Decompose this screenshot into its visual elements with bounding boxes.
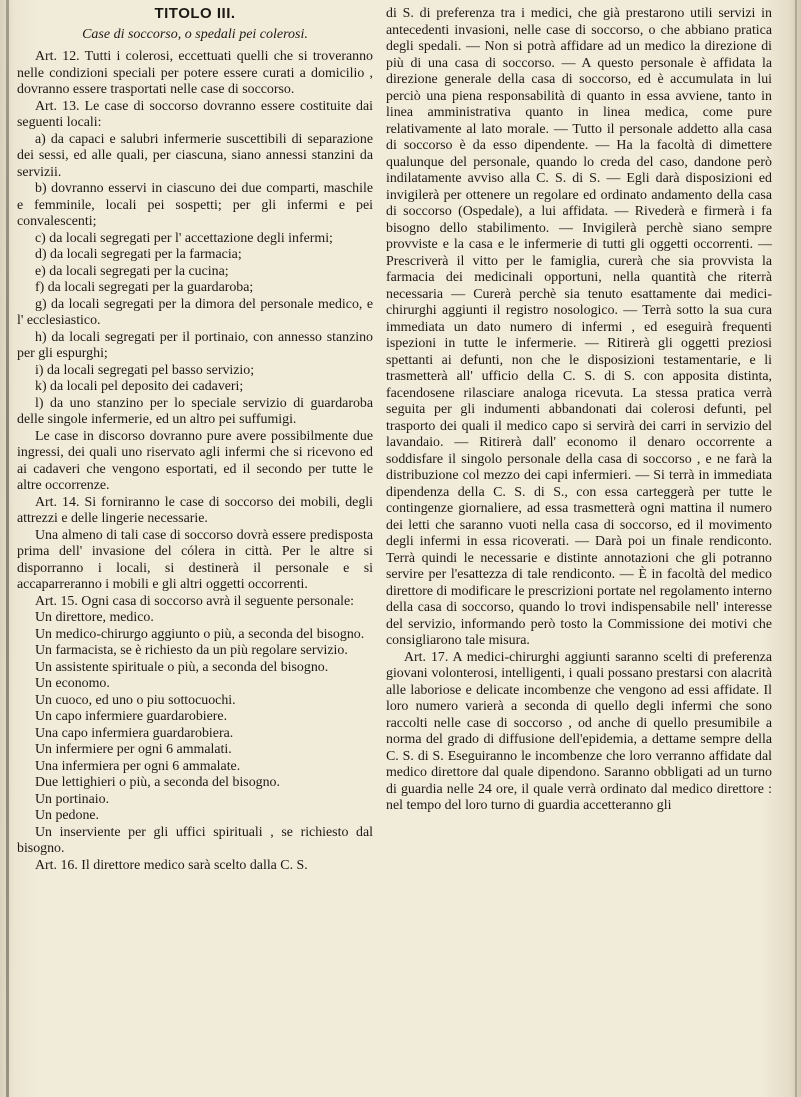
list-item-l: l) da uno stanzino per lo speciale servizio di guardaroba delle singole infermerie, ed un altro pei suffumigi. [17,395,373,427]
staff-line: Un farmacista, se è richiesto da un più regolare servizio. [35,643,348,658]
list-item-b: b) dovranno esservi in ciascuno dei due comparti, maschile e femminile, locali pei sospetti; per gli infermi e pei convalescenti; [17,181,373,229]
staff-line: Due lettighieri o più, a seconda del bisogno. [35,775,280,790]
article-12: Art. 12. Tutti i colerosi, eccettuati quelli che si troveranno nelle condizioni speciali per potere essere curati a domicilio , dovranno essere trasportati nelle case di soccorso. [17,49,373,97]
list-item-k: k) da locali pel deposito dei cadaveri; [35,379,244,394]
staff-line: Un capo infermiere guardarobiere. [35,709,228,724]
left-column [17,6,373,874]
staff-line: Una infermiera per ogni 6 ammalate. [35,758,241,774]
paragraph-ingressi: Le case in discorso dovranno pure avere possibilmente due ingressi, dei quali uno riservato agli infermi che si ricevono ed ai cadaveri che vengono esportati, ed il secondo per tutte le altre occorrenze. [17,428,373,493]
article-13: Art. 13. Le case di soccorso dovranno essere costituite dai seguenti locali: [17,98,373,130]
article-15: Art. 15. Ogni casa di soccorso avrà il seguente personale: [35,593,354,609]
list-item-a: a) da capaci e salubri infermerie suscettibili di separazione dei sessi, ed alle quali, per ciascuna, siano annessi stanzini da servizii. [17,131,373,180]
section-subheading: Case di soccorso, o spedali pei colerosi. [82,26,308,42]
list-item-g: g) da locali segregati per la dimora del personale medico, e l' ecclesiastico. [17,296,373,328]
list-item-f: f) da locali segregati per la guardaroba; [35,280,254,295]
staff-line: Un medico-chirurgo aggiunto o più, a seconda del bisogno. [35,626,365,642]
staff-line: Una capo infermiera guardarobiera. [35,725,234,741]
article-14: Art. 14. Si forniranno le case di soccorso dei mobili, degli attrezzi e delle lingerie necessarie. [17,494,373,526]
staff-line: Un assistente spirituale o più, a seconda del bisogno. [35,659,329,675]
list-item-e: e) da locali segregati per la cucina; [35,263,229,279]
left-binding-edge [6,0,9,1097]
list-item-c: c) da locali segregati per l' accettazione degli infermi; [35,230,333,246]
paragraph-predisposta: Una almeno di tali case di soccorso dovrà essere predisposta prima dell' invasione del cólera in città. Per le altre si disporranno i locali, si destinerà il personale e si accaparreranno i mobili e gli altri oggetti occorrenti. [17,527,373,592]
article-16-continued: di S. di preferenza tra i medici, che già prestarono utili servizi in antecedenti invasioni, nelle case di soccorso, o che abbiano pratica degli spedali. — Non si potrà affidare ad un medico la direzione di più di una casa di soccorso. — A questo personale è affidata la direzione generale della casa di soccorso, ed è accumulata in lui perciò una piena responsabilità di quanto in essa avviene, tanto in linea amministrativa quanto in linea medica, come pure relativamente al lato morale. — Tutto il personale addetto alla casa di soccorso è da esso dipendente. — Ha la facoltà di dimettere qualunque del personale, quando lo creda del caso, dandone però indilatamente avviso alla C. S. di S. — Egli darà disposizioni ed invigilerà per ottenere un regolare ed ordinato andamento della casa di soccorso (Ospedale), a lui affidata. — Rivederà e firmerà i fa bisogno dello stabilimento. — Invigilerà perchè siano sempre provviste e la casa e le infermerie di tutti gli oggetti occorrenti. — Prescriverà il vitto per le famiglia, curerà che sia provvista la farmacia dei medicinali opportuni, nella quantità che riterrà necessaria — Curerà perchè sia tenuto esattamente dai medici-chirurghi aggiunti il registro nosologico. — Terrà sotto la sua cura immediata un dato numero di infermi , ed eseguirà frequenti ispezioni in tutte le infermerie. — Ritirerà gli oggetti preziosi spettanti ai defunti, non che le disposizioni testamentarie, e li trasmetterà all' ufficio della C. S. di S. con apposita distinta, facendosene rilasciare analoga ricevuta. La stessa pratica verrà seguita per gli indumenti abbandonati dai colerosi defunti, pel trasporto dei quali il medico capo si servirà dei carri in servizio del lavandaio. — Ritirerà dall' economo il denaro occorrente a soddisfare il singolo personale della casa di soccorso , e ne farà la distribuzione col mezzo dei capi infermieri. — Si terrà in immediata dipendenza della C. S. di S., con essa carteggerà per tutte le contingenze giornaliere, ad essa trasmetterà ogni mattina il numero dei letti che saranno vuoti nella casa di soccorso, ed il movimento degli infermi in essa ricoverati. — Darà poi un finale rendiconto. Terrà quindi le necessarie e distinte annotazioni che gli potranno servire per l'esattezza di tale rendiconto. — È in facoltà del medico direttore di modificare le prescrizioni portate nel regolamento interno della casa di soccorso, quando lo trovi indispensabile nell' interesse del servizio, informando però tosto la Commissione dei motivi che consigliarono tale misura. [386,6,772,648]
title-heading: TITOLO III. [154,5,236,22]
list-item-d: d) da locali segregati per la farmacia; [35,247,242,262]
staff-line: Un direttore, medico. [35,610,154,625]
staff-line: Un economo. [35,676,110,691]
staff-line: Un inserviente per gli uffici spirituali , se richiesto dal bisogno. [17,824,373,856]
article-17: Art. 17. A medici-chirurghi aggiunti saranno scelti di preferenza giovani volonterosi, intelligenti, i quali possano prestarsi con alacrità alle laboriose e delicate incombenze che vengono ad essi affidate. Il loro numero varierà a seconda di quello degli infermi che sono raccolti nelle case di soccorso , od anche di quello presumibile a norma del grado di diffusione dell'epidemia, a dettame sempre della C. S. di S. Eseguiranno le incombenze che loro verranno affidate dal medico direttore dal quale dipendono. Saranno obbligati ad un turno di guardia nelle 24 ore, il quale verrà ordinato dal medico direttore : nel tempo del loro turno di guardia accetteranno gli [386,649,772,813]
article-16: Art. 16. Il direttore medico sarà scelto dalla C. S. [35,857,308,873]
right-column [386,6,772,815]
staff-line: Un infermiere per ogni 6 ammalati. [35,742,232,757]
staff-line: Un cuoco, ed uno o piu sottocuochi. [35,692,236,708]
list-item-i: i) da locali segregati pel basso servizio; [35,362,255,378]
staff-line: Un pedone. [35,808,100,823]
staff-line: Un portinaio. [35,791,110,807]
right-page-edge [795,0,797,1097]
list-item-h: h) da locali segregati per il portinaio, con annesso stanzino per gli espurghi; [17,329,373,361]
